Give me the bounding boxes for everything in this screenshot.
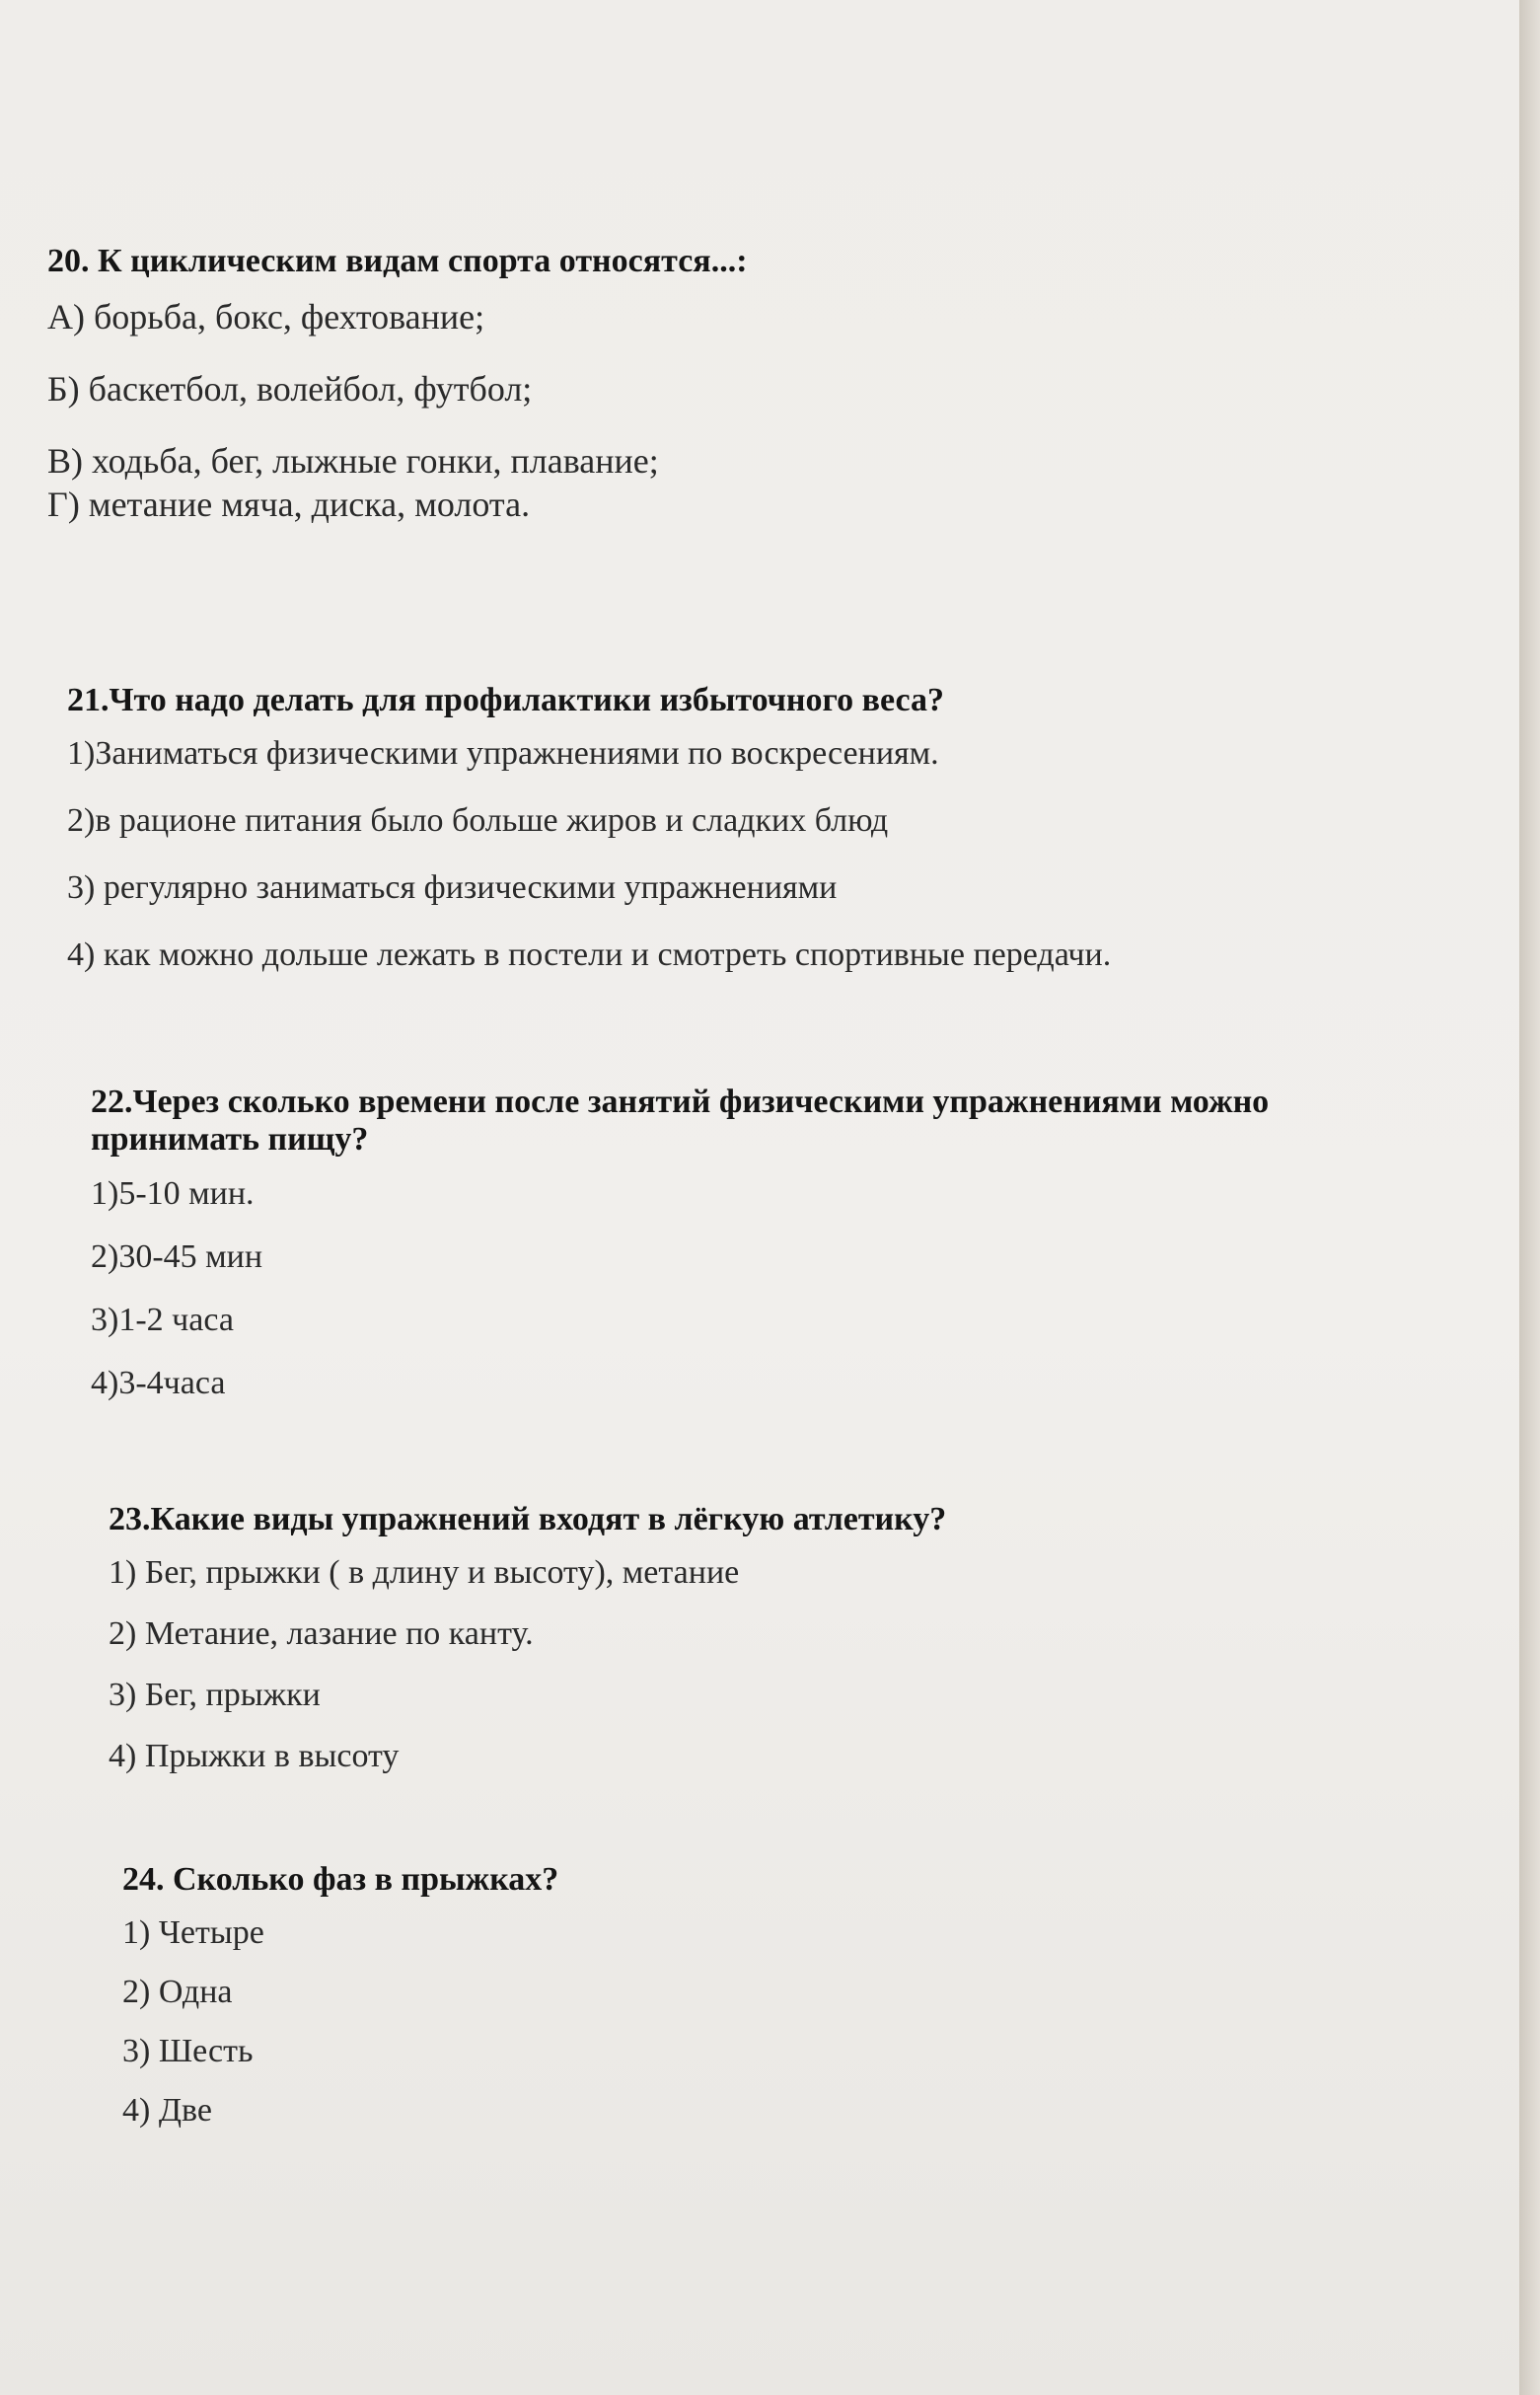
answer-option: 3) Бег, прыжки (109, 1677, 321, 1713)
question-22 (91, 1084, 1334, 1427)
answer-option: 4) Прыжки в высоту (109, 1738, 400, 1774)
question-title: 23.Какие виды упражнений входят в лёгкую атлетику? (109, 1501, 947, 1537)
answer-option: 2)30-45 мин (91, 1238, 263, 1275)
answer-option: В) ходьба, бег, лыжные гонки, плавание; (47, 441, 659, 481)
question-title: 24. Сколько фаз в прыжках? (122, 1861, 559, 1898)
answer-option: 2)в рационе питания было больше жиров и сладких блюд (67, 802, 889, 839)
answer-option: 2) Метание, лазание по канту. (109, 1615, 534, 1652)
page-edge (1519, 0, 1540, 2395)
answer-option: А) борьба, бокс, фехтование; (47, 297, 485, 337)
answer-option: 1)5-10 мин. (91, 1175, 255, 1212)
question-title: 22.Через сколько времени после занятий физическими упражнениями можно принимать пищу? (91, 1084, 1270, 1158)
question-24 (122, 1860, 1010, 2150)
answer-option: Б) баскетбол, волейбол, футбол; (47, 369, 533, 409)
answer-option: 3) регулярно заниматься физическими упражнениями (67, 869, 838, 906)
question-title: 21.Что надо делать для профилактики избыточного веса? (67, 682, 944, 718)
answer-option: 4)3-4часа (91, 1365, 226, 1401)
answer-option: 4) как можно дольше лежать в постели и смотреть спортивные передачи. (67, 936, 1112, 973)
question-21 (67, 681, 1350, 1003)
answer-option: 1) Четыре (122, 1914, 264, 1951)
question-23 (109, 1500, 1194, 1798)
answer-option: 1) Бег, прыжки ( в длину и высоту), метание (109, 1554, 740, 1591)
answer-option: 4) Две (122, 2092, 212, 2129)
answer-option: 1)Заниматься физическими упражнениями по воскресениям. (67, 735, 939, 772)
answer-option: 3) Шесть (122, 2033, 254, 2069)
question-20 (47, 242, 1034, 557)
answer-option: Г) метание мяча, диска, молота. (47, 485, 531, 524)
answer-option: 2) Одна (122, 1974, 233, 2010)
answer-option: 3)1-2 часа (91, 1302, 234, 1338)
question-title: 20. К циклическим видам спорта относятся...: (47, 243, 748, 279)
